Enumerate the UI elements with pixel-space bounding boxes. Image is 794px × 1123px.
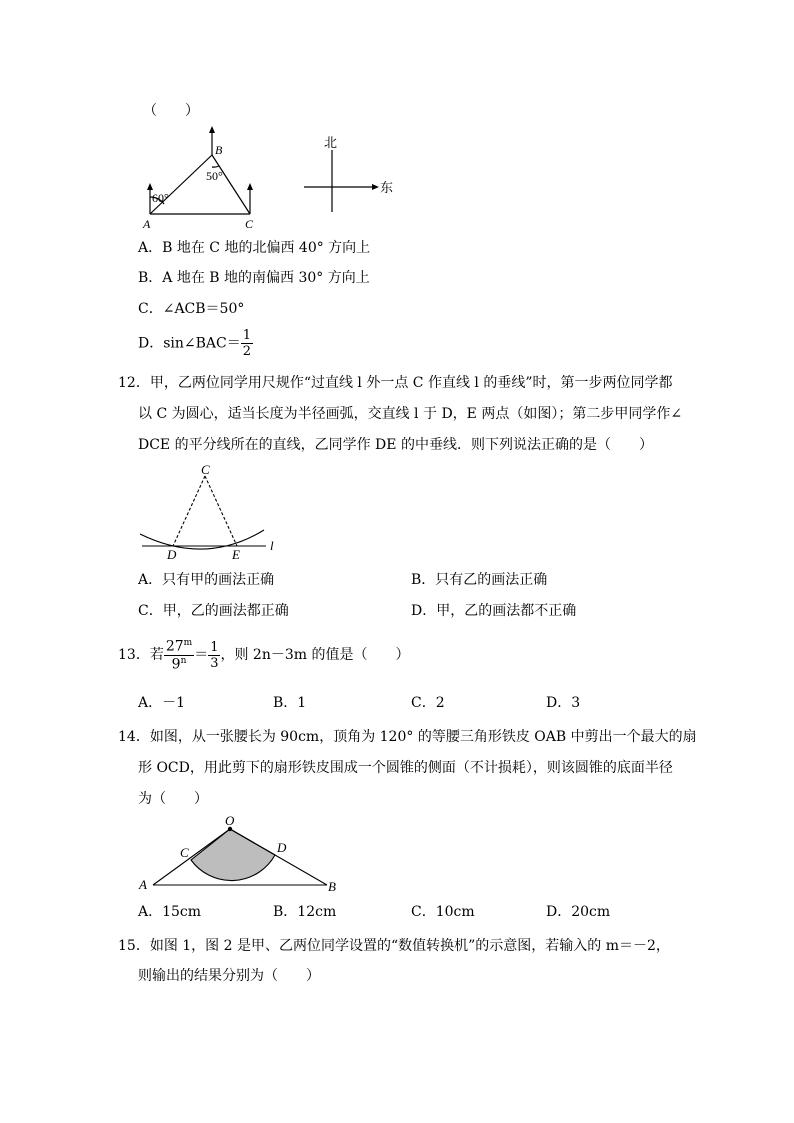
east-arrow-icon [372,184,379,190]
label-d: D [277,840,287,855]
q12-line-1: 12．甲，乙两位同学用尺规作“过直线 l 外一点 C 作直线 l 的垂线”时，第一步两位同学都 [118,375,673,391]
q11-answer-paren: （ ） [143,103,199,119]
q14-sector-figure [135,815,345,895]
label-b: B [328,879,336,894]
dashed-ce [205,476,237,546]
label-l: l [270,538,274,553]
compass-east-label: 东 [380,180,394,195]
q14-line-1: 14．如图，从一张腰长为 90cm，顶角为 120° 的等腰三角形铁皮 OAB 中剪出一个最大的扇 [118,729,697,745]
q12-option-b[interactable]: B．只有乙的画法正确 [411,572,548,588]
q11-option-c[interactable]: C．∠ACB＝50° [138,301,245,317]
q11-option-d-fraction: $\frac{1}{2}$ [242,328,252,359]
q12-option-a[interactable]: A．只有甲的画法正确 [138,572,275,588]
label-c: C [245,217,254,231]
compass-north-label: 北 [324,135,338,150]
sector-ocd [191,829,275,881]
dashed-cd [173,476,205,546]
label-d: D [167,547,177,562]
q15-line-1: 15．如图 1，图 2 是甲、乙两位同学设置的“数值转换机”的示意图，若输入的 m＝－2， [118,938,670,954]
label-b: B [215,143,223,157]
q13-rhs-fraction: $\frac{1}{3}$ [210,639,219,671]
q12-perpendicular-figure [138,462,288,562]
label-c: C [201,462,210,477]
q11-option-b[interactable]: B．A 地在 B 地的南偏西 30° 方向上 [138,270,370,286]
label-c: C [180,845,189,860]
segment-ab [150,155,212,214]
label-a: A [143,217,151,231]
angle-60-label: 60° [152,191,169,205]
q14-line-2: 形 OCD，用此剪下的扇形铁皮围成一个圆锥的侧面（不计损耗），则该圆锥的底面半径 [138,760,673,776]
q14-line-3: 为（ ） [138,791,208,807]
q13-option-a[interactable]: A．－1 [138,695,186,711]
q11-compass-figure [300,130,400,220]
q13-suffix: ，则 2n－3m 的值是（ ） [220,647,410,664]
q14-option-a[interactable]: A．15cm [138,904,202,920]
q13-stem [118,639,410,671]
q14-option-c[interactable]: C．10cm [411,904,475,920]
q13-option-d[interactable]: D．3 [546,695,581,711]
angle-arc-b [212,166,219,167]
q13-option-c[interactable]: C．2 [411,695,445,711]
label-a: A [139,877,147,892]
q11-option-d-prefix: D．sin∠BAC＝ [138,335,241,352]
q12-line-2: 以 C 为圆心，适当长度为半径画弧，交直线 l 于 D，E 两点（如图）；第二步甲同学作∠ [138,406,683,422]
q14-option-b[interactable]: B．12cm [273,904,337,920]
label-e: E [232,547,240,562]
q12-option-c[interactable]: C．甲，乙的画法都正确 [138,603,289,619]
q13-option-b[interactable]: B．1 [273,695,307,711]
q12-option-d[interactable]: D．甲，乙的画法都不正确 [411,603,577,619]
segment-bc [212,155,250,214]
q13-power-fraction: $\frac{27^m}{9^n}$ [165,638,193,673]
q11-option-a[interactable]: A．B 地在 C 地的北偏西 40° 方向上 [138,240,371,256]
q13-prefix: 13．若 [118,647,164,664]
q11-option-d[interactable] [138,329,253,358]
angle-50-label: 50° [206,169,223,183]
q12-line-3: DCE 的平分线所在的直线，乙同学作 DE 的中垂线．则下列说法正确的是（ ） [138,437,653,453]
label-o: O [225,813,235,828]
q11-triangle-figure [135,125,275,235]
q15-line-2: 则输出的结果分别为（ ） [138,968,320,984]
q14-option-d[interactable]: D．20cm [546,904,611,920]
q13-equals: ＝ [194,647,209,664]
